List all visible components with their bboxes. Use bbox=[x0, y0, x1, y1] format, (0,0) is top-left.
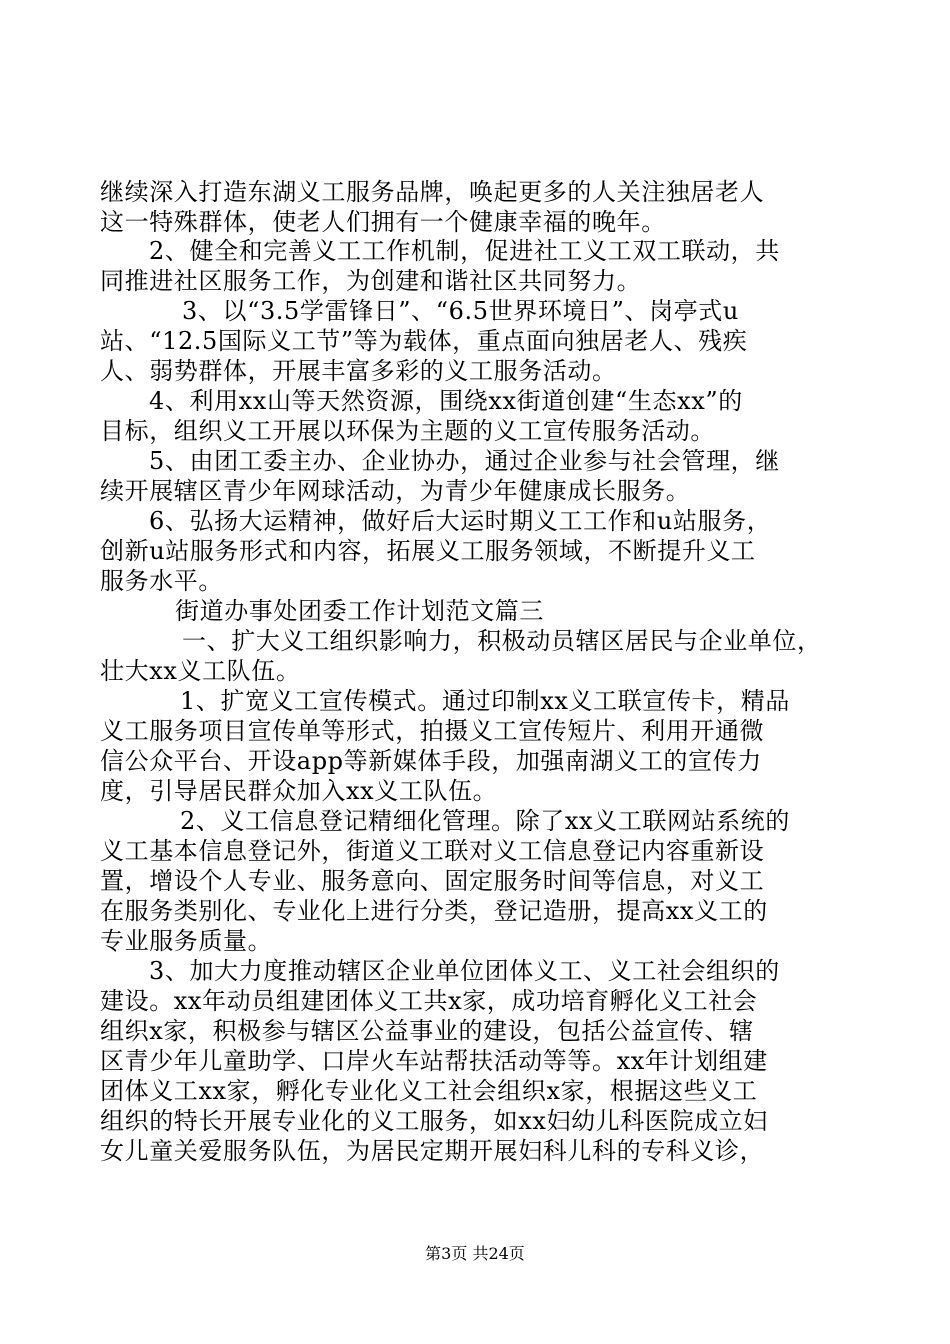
text-line: 目标，组织义工开展以环保为主题的义工宣传服务活动。 bbox=[100, 417, 715, 445]
text-line: 站、“12.5国际义工节”等为载体，重点面向独居老人、残疾 bbox=[100, 327, 748, 355]
text-line: 创新u站服务形式和内容，拓展义工服务领域，不断提升义工 bbox=[100, 537, 756, 565]
text-line: 专业服务质量。 bbox=[100, 927, 273, 955]
section-heading: 街道办事处团委工作计划范文篇三 bbox=[175, 597, 544, 625]
text-line: 义工服务项目宣传单等形式，拍摄义工宣传短片、利用开通微 bbox=[100, 717, 765, 745]
text-line: 这一特殊群体，使老人们拥有一个健康幸福的晚年。 bbox=[100, 208, 666, 236]
text-line: 3、以“3.5学雷锋日”、“6.5世界环境日”、岗亭式u bbox=[182, 297, 739, 325]
text-line: 置，增设个人专业、服务意向、固定服务时间等信息，对义工 bbox=[100, 867, 765, 895]
text-line: 继续深入打造东湖义工服务品牌，唤起更多的人关注独居老人 bbox=[100, 178, 765, 206]
text-line: 建设。xx年动员组建团体义工共x家，成功培育孵化义工社会 bbox=[100, 987, 758, 1015]
text-line: 义工基本信息登记外，街道义工联对义工信息登记内容重新设 bbox=[100, 837, 765, 865]
text-line: 5、由团工委主办、企业协办，通过企业参与社会管理，继 bbox=[149, 447, 780, 475]
text-line: 信公众平台、开设app等新媒体手段，加强南湖义工的宣传力 bbox=[100, 747, 762, 775]
text-line: 一、扩大义工组织影响力，积极动员辖区居民与企业单位， bbox=[182, 627, 822, 655]
text-line: 人、弱势群体，开展丰富多彩的义工服务活动。 bbox=[100, 357, 617, 385]
text-line: 服务水平。 bbox=[100, 567, 223, 595]
text-line: 组织x家，积极参与辖区公益事业的建设，包括公益宣传、辖 bbox=[100, 1017, 754, 1045]
text-line: 2、义工信息登记精细化管理。除了xx义工联网站系统的 bbox=[180, 807, 790, 835]
text-line: 壮大xx义工队伍。 bbox=[100, 657, 301, 685]
page-number-footer: 第3页 共24页 bbox=[425, 1244, 525, 1263]
text-line: 6、弘扬大运精神，做好后大运时期义工工作和u站服务， bbox=[149, 507, 772, 535]
text-line: 4、利用xx山等天然资源，围绕xx街道创建“生态xx”的 bbox=[149, 387, 743, 415]
text-line: 团体义工xx家，孵化专业化义工社会组织x家，根据这些义工 bbox=[100, 1077, 758, 1105]
text-line: 同推进社区服务工作，为创建和谐社区共同努力。 bbox=[100, 267, 642, 295]
text-line: 2、健全和完善义工工作机制，促进社工义工双工联动，共 bbox=[149, 237, 780, 265]
text-line: 度，引导居民群众加入xx义工队伍。 bbox=[100, 777, 498, 805]
text-line: 区青少年儿童助学、口岸火车站帮扶活动等等。xx年计划组建 bbox=[100, 1047, 768, 1075]
text-line: 1、扩宽义工宣传模式。通过印制xx义工联宣传卡，精品 bbox=[180, 687, 790, 715]
text-line: 在服务类别化、专业化上进行分类，登记造册，提高xx义工的 bbox=[100, 897, 768, 925]
text-line: 3、加大力度推动辖区企业单位团体义工、义工社会组织的 bbox=[149, 957, 780, 985]
text-line: 续开展辖区青少年网球活动，为青少年健康成长服务。 bbox=[100, 477, 691, 505]
text-line: 组织的特长开展专业化的义工服务，如xx妇幼儿科医院成立妇 bbox=[100, 1107, 768, 1135]
text-line: 女儿童关爱服务队伍，为居民定期开展妇科儿科的专科义诊， bbox=[100, 1137, 765, 1165]
